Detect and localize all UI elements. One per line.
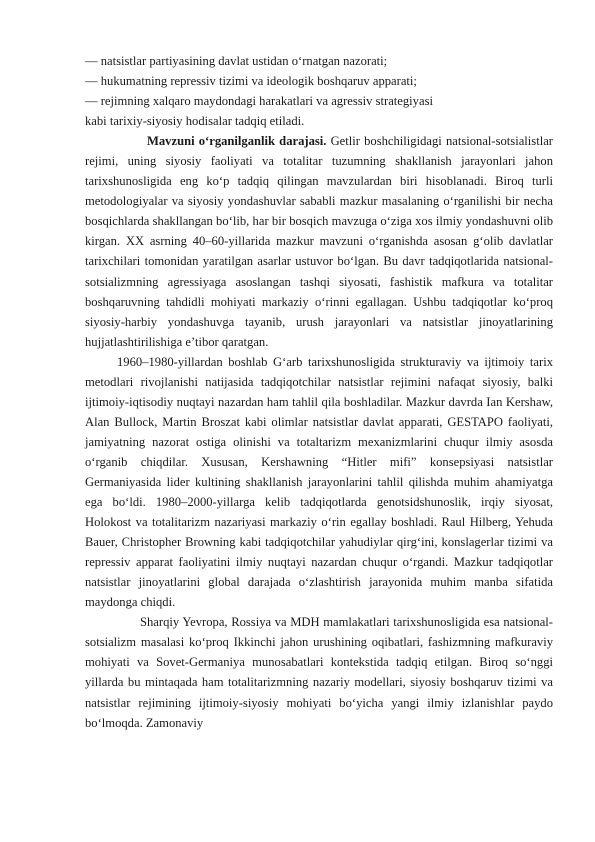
- paragraph-western-historiography: 1960–1980-yillardan boshlab G‘arb tarixshunosligida strukturaviy va ijtimoiy tarix metodlari rivojlanishi natijasida tadqiqotchilar natsistlar rejimini nafaqat siyosiy, balki ijtimoiy-iqtisodiy nuqtayi nazardan ham tahlil qila boshladilar. Mazkur davrda Ian Kershaw, Alan Bullock, Martin Broszat kabi olimlar natsistlar davlat apparati, GESTAPO faoliyati, jamiyatning nazorat ostiga olinishi va totaltarizm mexanizmlarini chuqur ilmiy asosda o‘rganib chiqdilar. Xususan, Kershawning “Hitler mifi” konsepsiyasi natsistlar Germaniyasida lider kultining shakllanish jarayonlarini tahlil qilishda muhim ahamiyatga ega bo‘ldi. 1980–2000-yillarga kelib tadqiqotlarda genotsidshunoslik, irqiy siyosat, Holokost va totalitarizm nazariyasi markaziy o‘rin egallay boshladi. Raul Hilberg, Yehuda Bauer, Christopher Browning kabi tadqiqotchilar yahudiylar qirg‘ini, konslagerlar tizimi va repressiv apparat faoliyatini ilmiy nuqtayi nazardan chuqur o‘rgandi. Mazkur tadqiqotlar natsistlar jinoyatlarini global darajada o‘zlashtirish jarayonida muhim manba sifatida maydonga chiqdi.: [85, 354, 553, 610]
- intro-line-3: — rejimning xalqaro maydondagi harakatlari va agressiv strategiyasi: [85, 94, 433, 109]
- paragraph-study-level: [85, 131, 553, 352]
- paragraph-body: Getlir boshchiligidagi natsional-sotsialistlar rejimi, uning siyosiy faoliyati va totalitar tuzumning shakllanish jarayonlari jahon tarixshunosligida eng ko‘p tadqiq qilingan mavzulardan biri hisoblanadi. Biroq turli metodologiyalar va siyosiy yondashuvlar sababli mazkur masalaning o‘rganilishi bir necha bosqichlarda shakllangan bo‘lib, har bir bosqich mavzuga o‘ziga xos ilmiy yondashuvni olib kirgan. XX asrning 40–60-yillarida mazkur mavzuni o‘rganishda asosan g‘olib davlatlar tarixchilari tomonidan yaratilgan asarlar ustuvor bo‘lgan. Bu davr tadqiqotlarida natsional-sotsializmning agressiyaga asoslangan tashqi siyosati, fashistik mafkura va totalitar boshqaruvning tahdidli mohiyati markaziy o‘rinni egallagan. Ushbu tadqiqotlar ko‘proq siyosiy-harbiy yondashuvga tayanib, urush jarayonlari va natsistlar jinoyatlarining hujjatlashtirilishiga e’tibor qaratgan.: [85, 134, 553, 349]
- paragraph-heading: Mavzuni o‘rganilganlik darajasi.: [147, 134, 327, 149]
- intro-line-1: — natsistlar partiyasining davlat ustidan o‘rnatgan nazorati;: [85, 54, 388, 68]
- intro-line-2: — hukumatning repressiv tizimi va ideologik boshqaruv apparati;: [85, 74, 417, 89]
- intro-line-4: kabi tarixiy-siyosiy hodisalar tadqiq etiladi.: [85, 114, 305, 129]
- paragraph-eastern-historiography: Sharqiy Yevropa, Rossiya va MDH mamlakatlari tarixshunosligida esa natsional-sotsializm masalasi ko‘proq Ikkinchi jahon urushining oqibatlari, fashizmning mafkuraviy mohiyati va Sovet-Germaniya munosabatlari kontekstida tadqiq etilgan. Biroq so‘nggi yillarda bu mintaqada ham totalitarizmning nazariy modellari, siyosiy boshqaruv tizimi va natsistlar rejimining ijtimoiy-siyosiy mohiyati bo‘yicha yangi ilmiy izlanishlar paydo bo‘lmoqda. Zamonaviy: [85, 615, 553, 730]
- document-page: [85, 51, 553, 733]
